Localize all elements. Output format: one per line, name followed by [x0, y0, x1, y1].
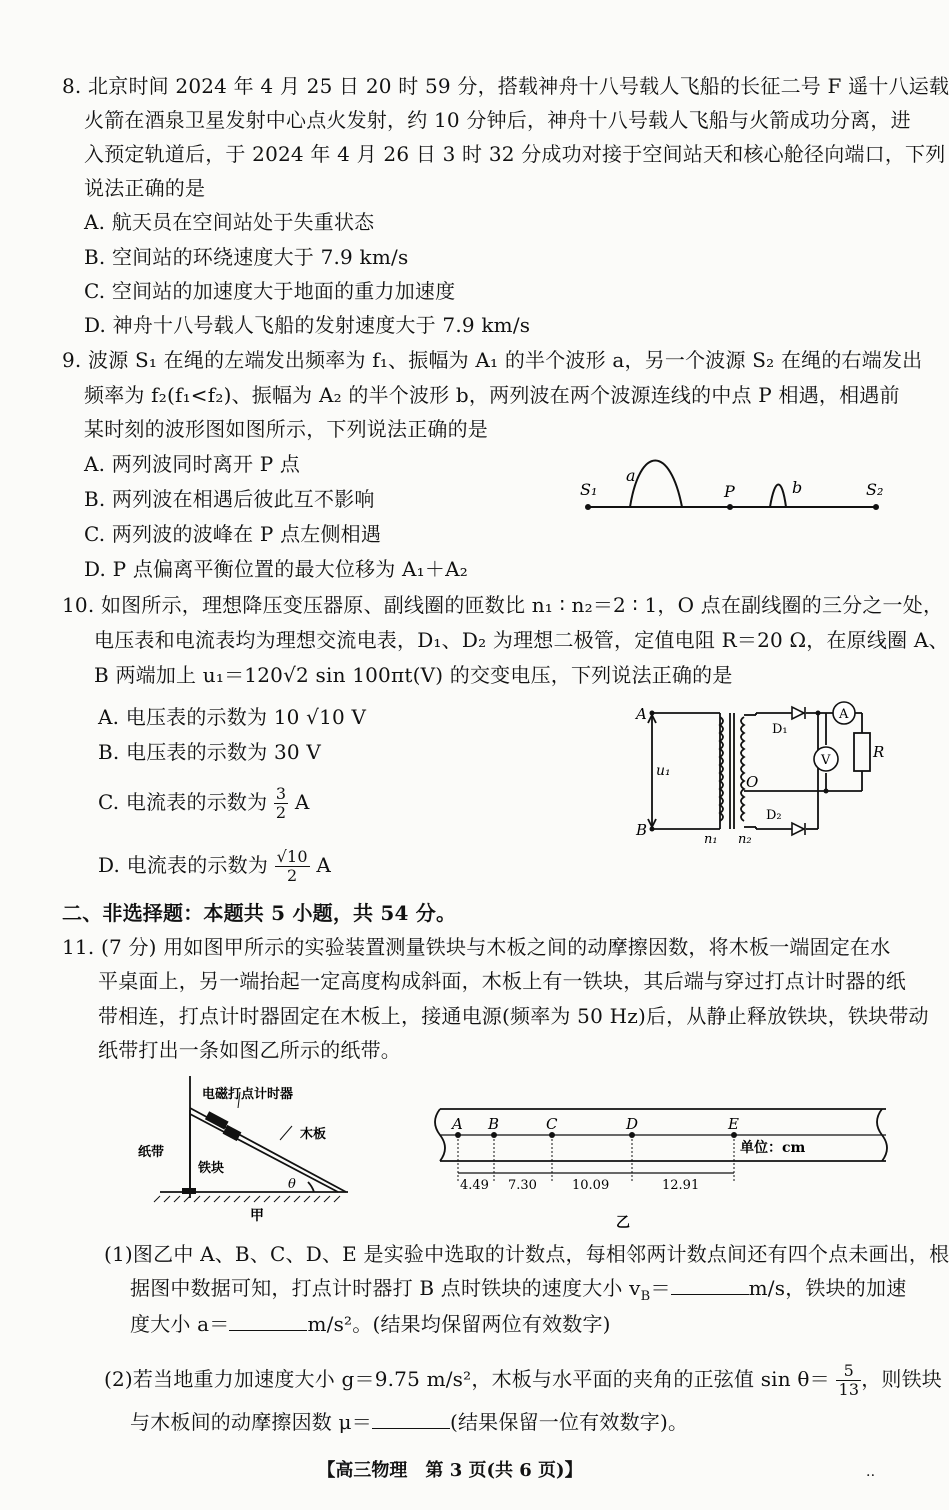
q9-line-3: 某时刻的波形图如图所示，下列说法正确的是	[84, 417, 488, 441]
clamp-base	[182, 1188, 196, 1194]
label-resistor: R	[873, 743, 885, 761]
label-a: a	[626, 466, 636, 485]
source-s1-dot	[585, 504, 591, 510]
q8-line-2: 火箭在酒泉卫星发射中心点火发射，约 10 分钟后，神舟十八号载人飞船与火箭成功分离，进	[84, 108, 911, 132]
label-terminal-a: A	[636, 705, 647, 723]
fraction-numerator: 5	[836, 1362, 861, 1381]
equals-sign: ＝	[650, 1276, 671, 1300]
tape-label-e: E	[728, 1115, 739, 1133]
wave-b	[770, 485, 786, 508]
q11-sub1-line-2	[130, 1274, 906, 1311]
q10-option-c-fraction	[274, 785, 288, 822]
q11-sub2-line-1	[104, 1362, 942, 1399]
table-hatching	[154, 1196, 340, 1202]
label-ammeter: A	[839, 707, 849, 722]
point-p-dot	[727, 504, 733, 510]
board-bottom	[190, 1114, 338, 1192]
label-timer: 电磁打点计时器	[202, 1087, 294, 1102]
fraction-denominator: 2	[275, 803, 287, 822]
q10-option-d-prefix: D. 电流表的示数为	[98, 853, 269, 877]
q10-line-2: 电压表和电流表均为理想交流电表，D₁、D₂ 为理想二极管，定值电阻 R＝20 Ω，在原线圈 A、	[94, 628, 949, 652]
label-s2: S₂	[866, 480, 884, 499]
q10-line-1: 10. 如图所示，理想降压变压器原、副线圈的匝数比 n₁ ∶ n₂＝2 ∶ 1，O 点在副线圈的三分之一处，	[62, 593, 944, 617]
wave-a	[630, 461, 682, 508]
q11-sub1-line-1: (1)图乙中 A、B、C、D、E 是实验中选取的计数点，每相邻两计数点间还有四个点未画出，根	[104, 1242, 949, 1266]
source-s2-dot	[873, 504, 879, 510]
q11-sub1-text: 据图中数据可知，打点计时器打 B 点时铁块的速度大小 v	[130, 1276, 641, 1300]
q11-sub1-line-3	[130, 1310, 611, 1338]
fraction-denominator: 13	[838, 1380, 860, 1399]
q10-line-3: B 两端加上 u₁＝120√2 sin 100πt(V) 的交变电压，下列说法正确的是	[94, 663, 733, 687]
caption-jia: 甲	[250, 1208, 264, 1224]
answer-blank-vb[interactable]	[671, 1276, 749, 1295]
q8-line-1: 8. 北京时间 2024 年 4 月 25 日 20 时 59 分，搭载神舟十八号载人飞船的长征二号 F 遥十八运载	[62, 74, 949, 98]
q10-option-a: A. 电压表的示数为 10 √10 V	[98, 705, 367, 729]
q11-sub2-text: (2)若当地重力加速度大小 g＝9.75 m/s²，木板与水平面的夹角的正弦值 sin θ＝	[104, 1367, 830, 1391]
q9-line-1: 9. 波源 S₁ 在绳的左端发出频率为 f₁、振幅为 A₁ 的半个波形 a，另一个波源 S₂ 在绳的右端发出	[62, 348, 923, 372]
q11-sub1-unit-text: m/s，铁块的加速	[748, 1276, 907, 1300]
figure-yi-paper-tape	[430, 1105, 890, 1235]
caption-yi: 乙	[616, 1215, 630, 1231]
corner-mark: ..	[866, 1464, 876, 1480]
q8-option-d: D. 神舟十八号载人飞船的发射速度大于 7.9 km/s	[84, 313, 531, 337]
q10-option-d-fraction	[275, 848, 310, 885]
tape-label-b: B	[488, 1115, 500, 1133]
subscript-b: B	[640, 1289, 651, 1304]
label-block: 铁块	[198, 1161, 225, 1176]
q9-option-d: D. P 点偏离平衡位置的最大位移为 A₁＋A₂	[84, 557, 468, 581]
label-d2: D₂	[766, 808, 782, 823]
q10-option-c-prefix: C. 电流表的示数为	[98, 790, 268, 814]
label-b: b	[792, 478, 803, 497]
q11-line-3: 带相连，打点计时器固定在木板上，接通电源(频率为 50 Hz)后，从静止释放铁块，铁块带动	[98, 1004, 929, 1028]
q9-line-2: 频率为 f₂(f₁<f₂)、振幅为 A₂ 的半个波形 b，两列波在两个波源连线的中点 P 相遇，相遇前	[84, 383, 900, 407]
q10-option-c	[98, 785, 309, 822]
board-leader	[280, 1126, 292, 1140]
label-theta: θ	[288, 1177, 296, 1192]
tape-label-c: C	[546, 1115, 558, 1133]
tape-label-a: A	[452, 1115, 463, 1133]
q11-sub1-accel-text: 度大小 a＝	[130, 1312, 230, 1336]
label-p: P	[724, 482, 735, 501]
section-2-heading: 二、非选择题：本题共 5 小题，共 54 分。	[62, 901, 457, 925]
q11-sub2-line-2	[130, 1408, 688, 1436]
label-tape: 纸带	[138, 1145, 165, 1160]
q9-option-b: B. 两列波在相遇后彼此互不影响	[84, 487, 375, 511]
q10-option-c-unit: A	[294, 790, 310, 814]
label-voltmeter: V	[821, 753, 831, 768]
q8-option-c: C. 空间站的加速度大于地面的重力加速度	[84, 279, 456, 303]
q10-option-d-unit: A	[316, 853, 331, 877]
timer-box	[205, 1111, 229, 1129]
fraction-numerator: √10	[276, 847, 308, 866]
junction-dot	[824, 789, 829, 794]
diode-d2	[792, 823, 804, 835]
terminal-b-dot	[650, 827, 655, 832]
page-footer: 【高三物理 第 3 页(共 6 页)】	[317, 1460, 583, 1481]
tape-unit: 单位：cm	[740, 1140, 806, 1156]
q8-option-b: B. 空间站的环绕速度大于 7.9 km/s	[84, 245, 409, 269]
q11-line-2: 平桌面上，另一端抬起一定高度构成斜面，木板上有一铁块，其后端与穿过打点计时器的纸	[98, 969, 906, 993]
q10-option-b: B. 电压表的示数为 30 V	[98, 740, 322, 764]
transformer-circuit-figure	[630, 695, 895, 855]
q11-line-4: 纸带打出一条如图乙所示的纸带。	[98, 1038, 401, 1062]
q11-sub2-text-end: ，则铁块	[861, 1367, 943, 1391]
secondary-coil	[741, 717, 744, 821]
q10-option-d	[98, 848, 331, 885]
label-o: O	[746, 773, 759, 791]
q8-line-4: 说法正确的是	[84, 176, 206, 200]
wave-figure	[570, 445, 890, 525]
figure-jia-apparatus	[130, 1068, 365, 1228]
distance-ab: 4.49	[460, 1178, 489, 1193]
angle-arc	[308, 1182, 314, 1192]
q9-option-c: C. 两列波的波峰在 P 点左侧相遇	[84, 522, 382, 546]
label-u1: u₁	[656, 763, 671, 779]
answer-blank-mu[interactable]	[372, 1410, 450, 1429]
q11-sub2-note: (结果保留一位有效数字)。	[449, 1410, 689, 1434]
distance-de: 12.91	[662, 1178, 700, 1193]
q8-option-a: A. 航天员在空间站处于失重状态	[84, 210, 375, 234]
distance-bc: 7.30	[508, 1178, 537, 1193]
label-n2: n₂	[738, 832, 752, 847]
q11-sub2-mu-text: 与木板间的动摩擦因数 μ＝	[130, 1410, 372, 1434]
resistor-r	[854, 733, 870, 771]
distance-cd: 10.09	[572, 1178, 610, 1193]
label-s1: S₁	[580, 480, 598, 499]
fraction-numerator: 3	[275, 784, 287, 803]
diode-d1	[792, 707, 804, 719]
sin-theta-fraction	[836, 1362, 861, 1399]
fraction-denominator: 2	[286, 866, 298, 885]
q11-line-1: 11. (7 分) 用如图甲所示的实验装置测量铁块与木板之间的动摩擦因数，将木板一端固定在水	[62, 935, 891, 959]
tape-label-d: D	[626, 1115, 639, 1133]
label-board: 木板	[300, 1127, 327, 1142]
q8-line-3: 入预定轨道后，于 2024 年 4 月 26 日 3 时 32 分成功对接于空间站天和核心舱径向端口，下列	[84, 142, 946, 166]
junction-dot	[816, 711, 821, 716]
terminal-a-dot	[650, 711, 655, 716]
label-n1: n₁	[704, 832, 718, 847]
answer-blank-a[interactable]	[229, 1312, 307, 1331]
q11-sub1-accel-unit: m/s²。(结果均保留两位有效数字)	[307, 1312, 611, 1336]
q9-option-a: A. 两列波同时离开 P 点	[84, 452, 301, 476]
label-d1: D₁	[772, 722, 788, 737]
label-terminal-b: B	[636, 821, 648, 839]
